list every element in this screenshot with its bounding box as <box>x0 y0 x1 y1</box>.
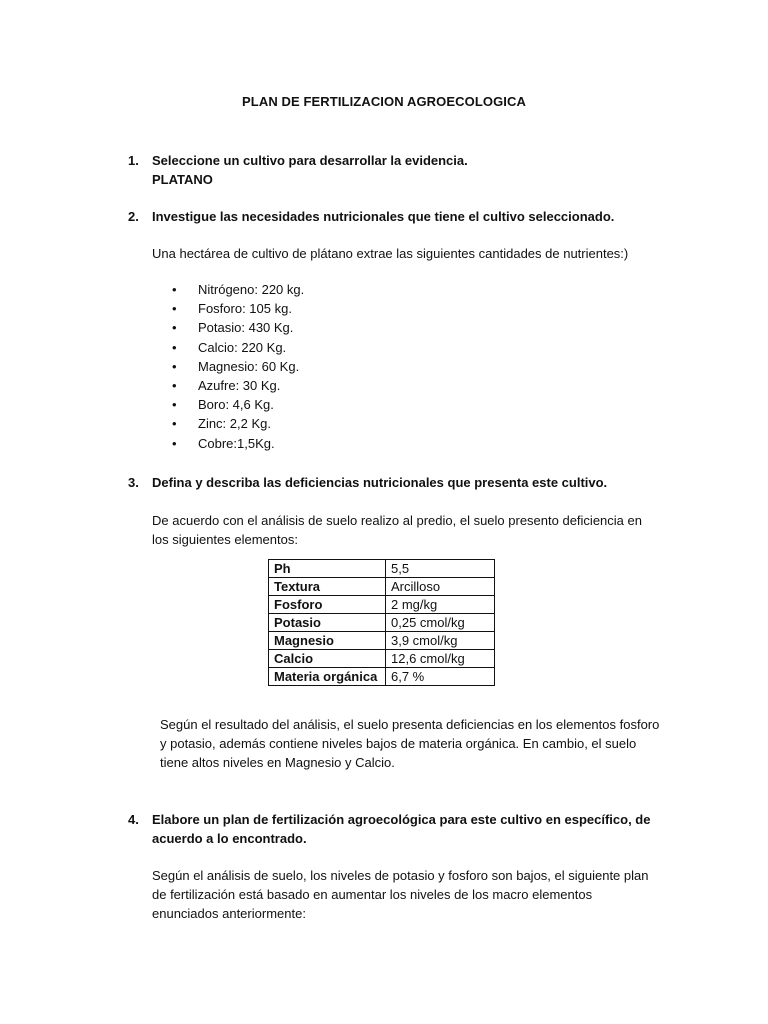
section-1-answer: PLATANO <box>152 172 213 187</box>
bullet-icon: • <box>172 435 177 451</box>
list-item: • Magnesio: 60 Kg. <box>172 358 300 374</box>
table-row: Magnesio 3,9 cmol/kg <box>269 632 495 650</box>
soil-analysis-table <box>268 559 495 686</box>
bullet-icon: • <box>172 320 177 336</box>
bullet-icon: • <box>172 397 177 413</box>
list-item: • Potasio: 430 Kg. <box>172 320 294 336</box>
section-3-intro: De acuerdo con el análisis de suelo realizo al predio, el suelo presento deficiencia en los siguientes elementos: <box>152 513 642 547</box>
section-4-question: Elabore un plan de fertilización agroecológica para este cultivo en específico, de acuerdo a lo encontrado. <box>152 812 651 846</box>
list-item: • Boro: 4,6 Kg. <box>172 397 274 413</box>
bullet-icon: • <box>172 301 177 317</box>
table-row: Fosforo 2 mg/kg <box>269 596 495 614</box>
list-item: • Cobre:1,5Kg. <box>172 435 275 451</box>
section-2-question: Investigue las necesidades nutricionales que tiene el cultivo seleccionado. <box>152 209 615 224</box>
document-title: PLAN DE FERTILIZACION AGROECOLOGICA <box>242 94 526 109</box>
bullet-icon: • <box>172 358 177 374</box>
bullet-icon: • <box>172 282 177 297</box>
section-1-number: 1. <box>128 153 139 168</box>
section-4-number: 4. <box>128 812 139 827</box>
list-item: • Calcio: 220 Kg. <box>172 339 287 355</box>
section-1-question: Seleccione un cultivo para desarrollar la evidencia. <box>152 153 468 168</box>
table-row: Potasio 0,25 cmol/kg <box>269 614 495 632</box>
table-row: Ph 5,5 <box>269 560 495 578</box>
section-3-number: 3. <box>128 475 139 490</box>
bullet-icon: • <box>172 377 177 393</box>
list-item: • Zinc: 2,2 Kg. <box>172 416 271 432</box>
nutrient-list <box>0 280 304 453</box>
table-row: Textura Arcilloso <box>269 578 495 596</box>
list-item: • Nitrógeno: 220 kg. <box>172 282 305 297</box>
table-row: Materia orgánica 6,7 % <box>269 668 495 686</box>
section-4-intro: Según el análisis de suelo, los niveles de potasio y fosforo son bajos, el siguiente plan de fertilización está basado en aumentar los niveles de los macro elementos enunciados anteriormente: <box>152 868 649 921</box>
section-3-question: Defina y describa las deficiencias nutricionales que presenta este cultivo. <box>152 475 608 490</box>
section-2-intro: Una hectárea de cultivo de plátano extrae las siguientes cantidades de nutrientes:) <box>152 246 629 261</box>
bullet-icon: • <box>172 416 177 432</box>
list-item: • Azufre: 30 Kg. <box>172 377 281 393</box>
section-3-conclusion: Según el resultado del análisis, el suelo presenta deficiencias en los elementos fosforo y potasio, además contiene niveles bajos de materia orgánica. En cambio, el suelo tiene altos niveles en Magnesio y Calcio. <box>160 717 660 770</box>
list-item: • Fosforo: 105 kg. <box>172 301 292 317</box>
bullet-icon: • <box>172 339 177 355</box>
section-2-number: 2. <box>128 209 139 224</box>
table-row: Calcio 12,6 cmol/kg <box>269 650 495 668</box>
